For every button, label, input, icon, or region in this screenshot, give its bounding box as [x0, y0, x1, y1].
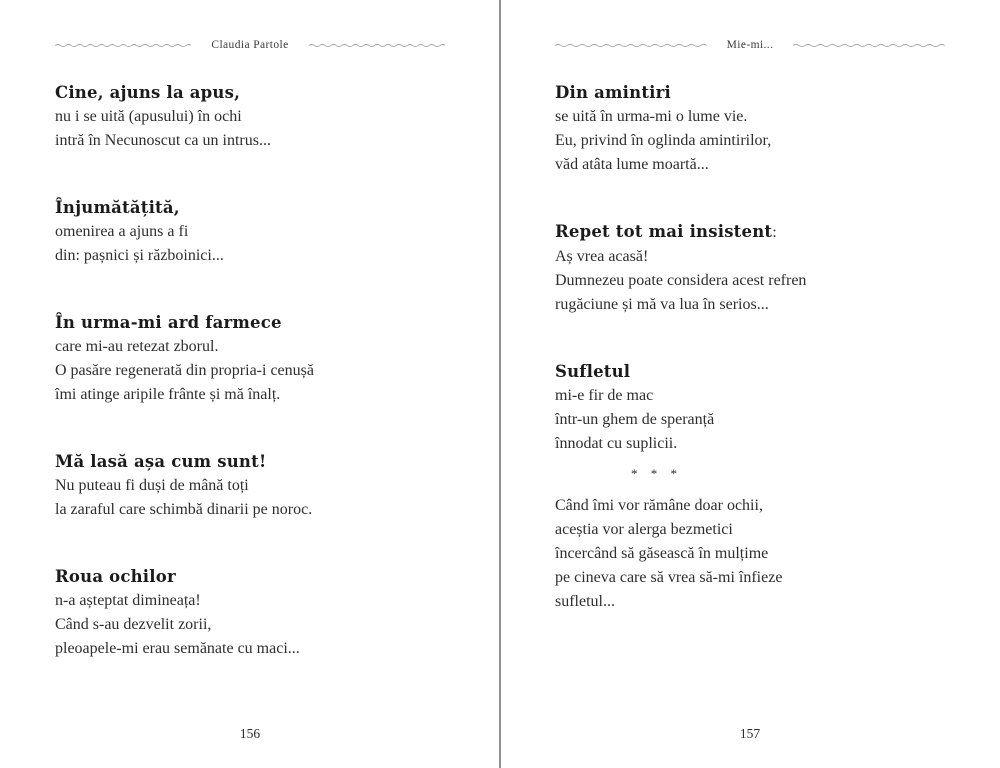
poem-title: Cine, ajuns la apus, — [55, 83, 241, 102]
poem-line: Eu, privind în oglinda amintirilor, — [555, 132, 772, 149]
decorative-wavy-line — [309, 42, 445, 49]
running-head-left — [55, 38, 445, 52]
poem-stanza — [55, 449, 445, 522]
poem-title: Din amintiri — [555, 83, 671, 102]
poem-line: înnodat cu suplicii. — [555, 435, 678, 452]
poem-line: omenirea a ajuns a fi — [55, 223, 189, 240]
poem-line: Aș vrea acasă! — [555, 248, 649, 265]
poem-line: n-a așteptat dimineața! — [55, 592, 201, 609]
poem-line: pe cineva care să vrea să-mi înfieze — [555, 569, 783, 586]
poem-title: Înjumătățită, — [55, 198, 180, 217]
poem-line: sufletul... — [555, 593, 615, 610]
page-right — [500, 0, 1000, 768]
poem-line: îmi atinge aripile frânte și mă înalț. — [55, 386, 281, 403]
poem-line: nu i se uită (apusului) în ochi — [55, 108, 242, 125]
page-number-right: 157 — [739, 726, 761, 741]
poem-title: Repet tot mai insistent: — [555, 222, 777, 241]
poem-line: Nu puteau fi duși de mână toți — [55, 477, 249, 494]
stanza-separator: * * * — [631, 466, 682, 481]
running-head-title: Claudia Partole — [211, 39, 289, 51]
poem-line: O pasăre regenerată din propria-i cenușă — [55, 362, 314, 379]
poem-stanza — [55, 80, 445, 153]
poem-stanza — [55, 195, 445, 268]
poem-list-right — [555, 80, 945, 614]
poem-stanza — [555, 359, 945, 456]
poem-line: se uită în urma-mi o lume vie. — [555, 108, 748, 125]
poem-line: rugăciune și mă va lua în serios... — [555, 296, 769, 313]
poem-stanza — [555, 494, 945, 614]
running-head-right — [555, 38, 945, 52]
poem-line: Dumnezeu poate considera acest refren — [555, 272, 807, 289]
decorative-wavy-line — [55, 42, 191, 49]
decorative-wavy-line — [793, 42, 945, 49]
poem-line: văd atâta lume moartă... — [555, 156, 709, 173]
poem-line: mi-e fir de mac — [555, 387, 654, 404]
poem-title: Sufletul — [555, 362, 631, 381]
poem-line: care mi-au retezat zborul. — [55, 338, 219, 355]
poem-line: încercând să găsească în mulțime — [555, 545, 769, 562]
poem-line: aceștia vor alerga bezmetici — [555, 521, 733, 538]
poem-line: Când s-au dezvelit zorii, — [55, 616, 212, 633]
poem-line: intră în Necunoscut ca un intrus... — [55, 132, 271, 149]
poem-title: În urma-mi ard farmece — [55, 313, 282, 332]
page-number-left: 156 — [239, 726, 261, 741]
poem-title-suffix: : — [772, 224, 777, 241]
running-head-title: Mie-mi... — [726, 39, 774, 51]
poem-line: Când îmi vor rămâne doar ochii, — [555, 497, 763, 514]
poem-stanza — [55, 564, 445, 661]
poem-stanza — [55, 310, 445, 407]
poem-line: într-un ghem de speranță — [555, 411, 715, 428]
poem-title: Mă lasă așa cum sunt! — [55, 452, 267, 471]
poem-list-left — [55, 80, 445, 661]
poem-stanza — [555, 219, 945, 317]
poem-line: din: pașnici și războinici... — [55, 247, 224, 264]
poem-title: Roua ochilor — [55, 567, 176, 586]
poem-line: pleoapele-mi erau semănate cu maci... — [55, 640, 300, 657]
decorative-wavy-line — [555, 42, 707, 49]
poem-line: la zaraful care schimbă dinarii pe noroc. — [55, 501, 313, 518]
poem-stanza — [555, 80, 945, 177]
